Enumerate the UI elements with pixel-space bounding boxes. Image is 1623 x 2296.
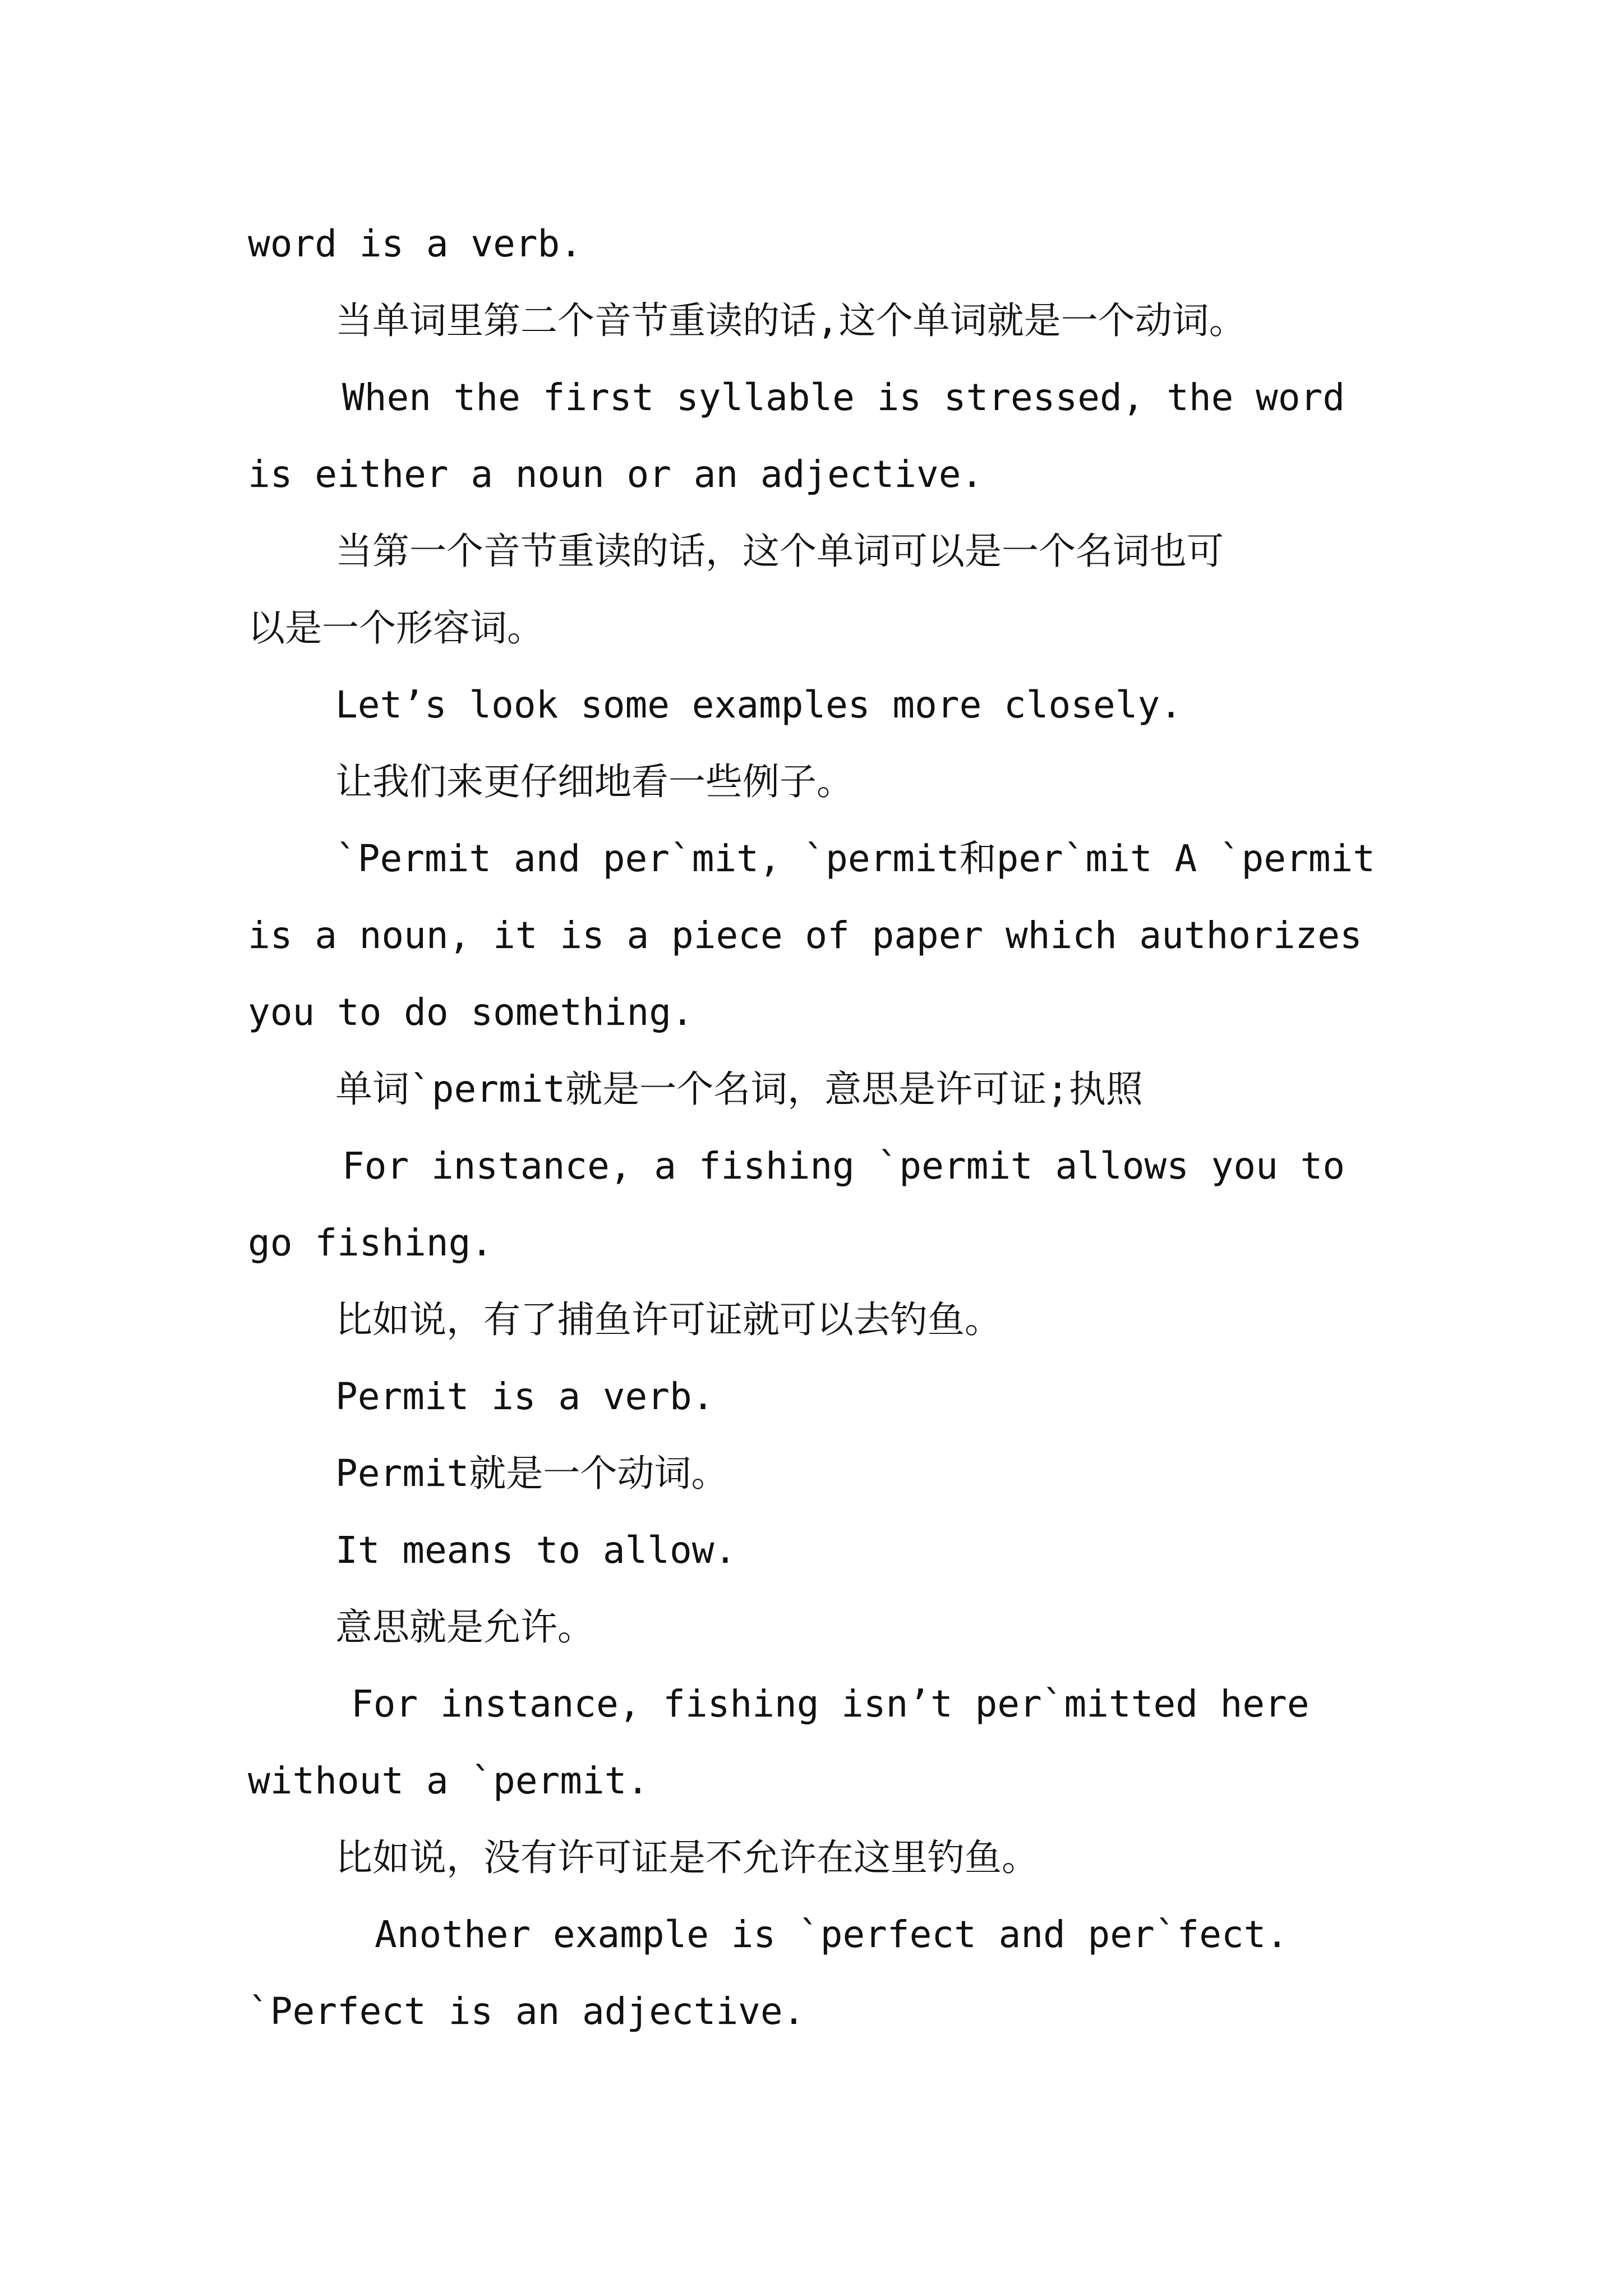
text-line: 让我们来更仔细地看一些例子。 [335, 760, 854, 803]
text-line: is either a noun or an adjective. [248, 453, 984, 496]
text-line: 当单词里第二个音节重读的话,这个单词就是一个动词。 [335, 299, 1246, 342]
text-line: 当第一个音节重读的话，这个单词可以是一个名词也可 [335, 530, 1224, 573]
text-line: When the first syllable is stressed, the word [342, 376, 1345, 419]
text-line: 比如说，没有许可证是不允许在这里钓鱼。 [335, 1836, 1039, 1879]
text-line: `Perfect is an adjective. [248, 1990, 805, 2033]
text-line: you to do something. [248, 991, 694, 1034]
text-line: 单词`permit就是一个名词，意思是许可证;执照 [335, 1068, 1143, 1111]
text-line: Permit就是一个动词。 [335, 1452, 728, 1495]
text-line: word is a verb. [248, 222, 583, 265]
text-line: is a noun, it is a piece of paper which authorizes [248, 914, 1362, 957]
text-line: Another example is `perfect and per`fect. [375, 1913, 1289, 1956]
text-line: without a `permit. [248, 1759, 649, 1802]
text-line: 比如说，有了捕鱼许可证就可以去钓鱼。 [335, 1298, 1002, 1341]
text-line: Permit is a verb. [335, 1375, 714, 1418]
text-line: It means to allow. [335, 1529, 737, 1572]
text-line: For instance, fishing isn’t per`mitted here [351, 1682, 1310, 1726]
text-line: go fishing. [248, 1221, 494, 1264]
text-line: `Permit and per`mit, `permit和per`mit A `permit [335, 837, 1376, 880]
text-line: For instance, a fishing `permit allows you to [342, 1144, 1345, 1188]
text-line: 以是一个形容词。 [248, 606, 544, 650]
text-line: Let’s look some examples more closely. [335, 683, 1182, 726]
text-line: 意思就是允许。 [335, 1605, 594, 1649]
